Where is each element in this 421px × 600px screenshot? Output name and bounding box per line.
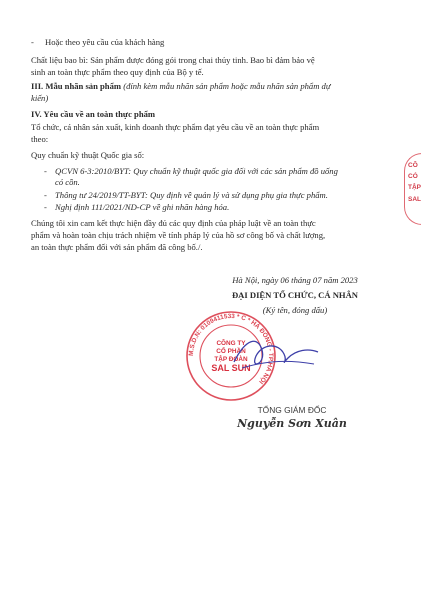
representative-title: ĐẠI DIỆN TỔ CHỨC, CÁ NHÂN	[231, 290, 359, 300]
list-dash: -	[31, 37, 34, 47]
side-stamp-line-4: SAL	[408, 196, 421, 203]
standard-qcvn-cont: có cồn.	[55, 177, 80, 187]
standard-circular: Thông tư 24/2019/TT-BYT: Quy định về quản lý và sử dụng phụ gia thực phẩm.	[55, 190, 328, 200]
director-title: TỔNG GIÁM ĐỐC	[257, 405, 327, 415]
side-stamp-line-1: CÔ	[408, 162, 418, 169]
section-4-line-1: Tổ chức, cá nhân sản xuất, kinh doanh thực phẩm đạt yêu cầu về an toàn thực phẩm	[31, 122, 320, 132]
commitment-line-1: Chúng tôi xin cam kết thực hiện đầy đủ các quy định của pháp luật về an toàn thực	[31, 218, 316, 228]
seal-line-4: SAL SUN	[211, 363, 251, 373]
representative-note: (Ký tên, đóng dấu)	[262, 305, 328, 315]
seal-ring-text: M.S.D.N: 0109411533 * C * HÀ ĐÔNG - TP.HÀ NỘI	[187, 312, 275, 386]
list-dash: -	[44, 202, 47, 212]
seal-line-1: CÔNG TY	[216, 340, 246, 347]
section-3-note: (đính kèm mẫu nhãn sản phẩm hoặc mẫu nhãn sản phẩm dự	[123, 81, 331, 91]
standard-qcvn: QCVN 6-3:2010/BYT: Quy chuẩn kỹ thuật quốc gia đối với các sản phẩm đồ uống	[55, 166, 338, 176]
list-dash: -	[44, 166, 47, 176]
section-4-title: IV. Yêu cầu về an toàn thực phẩm	[31, 109, 156, 119]
packaging-option-text: Hoặc theo yêu cầu của khách hàng	[45, 37, 165, 47]
side-stamp-line-3: TẬP	[408, 184, 421, 191]
standards-intro: Quy chuẩn kỹ thuật Quốc gia số:	[31, 150, 145, 160]
packaging-material-line-2: sinh an toàn thực phẩm theo quy định của Bộ y tế.	[31, 67, 204, 77]
section-4-line-2: theo:	[31, 134, 49, 144]
side-stamp-line-2: CÓ	[408, 173, 418, 180]
seal-line-3: TẬP ĐOÀN	[214, 356, 248, 363]
section-3-heading	[31, 81, 331, 92]
section-3-note-cont: kiến)	[31, 93, 49, 103]
section-3-title: III. Mẫu nhãn sản phẩm	[31, 81, 122, 91]
packaging-material-line-1: Chất liệu bao bì: Sản phẩm được đóng gói trong chai thủy tinh. Bao bì đảm bảo vệ	[31, 55, 315, 65]
commitment-line-3: an toàn thực phẩm đối với sản phẩm đã công bố./.	[31, 242, 203, 252]
list-dash: -	[44, 190, 47, 200]
signature-scribble	[228, 330, 323, 376]
date-line: Hà Nội, ngày 06 tháng 07 năm 2023	[232, 275, 358, 285]
seal-line-2: CỔ PHẦN	[216, 348, 246, 355]
commitment-line-2: phẩm và hoàn toàn chịu trách nhiệm về tính pháp lý của hồ sơ công bố và chất lượng,	[31, 230, 326, 240]
standard-decree: Nghị định 111/2021/ND-CP về ghi nhãn hàng hóa.	[55, 202, 230, 212]
partial-side-stamp	[404, 153, 421, 225]
director-name: Nguyễn Sơn Xuân	[237, 417, 347, 430]
